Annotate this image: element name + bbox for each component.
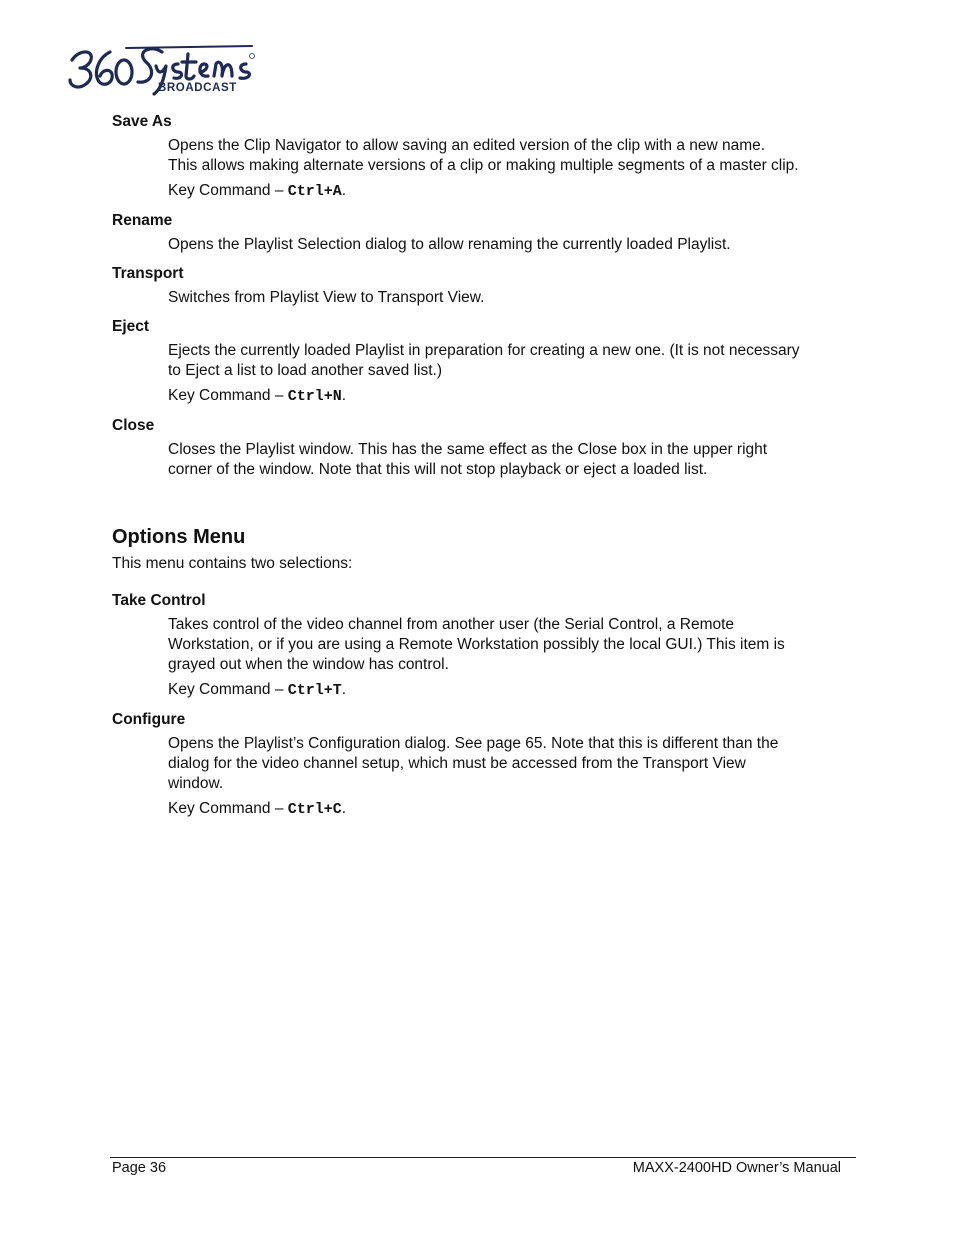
term-rename: Rename	[112, 212, 173, 229]
desc-line: Ejects the currently loaded Playlist in preparation for creating a new one. (It is not necessary	[168, 342, 800, 359]
section-title-options-menu: Options Menu	[112, 526, 246, 548]
term-close: Close	[112, 417, 155, 434]
key-command-keys: Ctrl+A	[287, 183, 342, 200]
desc-line: dialog for the video channel setup, which must be accessed from the Transport View	[168, 755, 746, 772]
key-command	[168, 680, 852, 701]
menu-item-configure	[112, 710, 852, 820]
key-command	[168, 386, 852, 407]
menu-item-close	[112, 416, 852, 480]
desc-line: Opens the Clip Navigator to allow saving an edited version of the clip with a new name.	[168, 137, 766, 154]
desc-line: Switches from Playlist View to Transport View.	[168, 289, 485, 306]
footer-manual-title: MAXX-2400HD Owner’s Manual	[632, 1160, 841, 1176]
desc-rename	[168, 235, 852, 255]
desc-line: Opens the Playlist’s Configuration dialog. See page 65. Note that this is different than the	[168, 735, 779, 752]
key-command-suffix: .	[341, 182, 347, 199]
key-command	[168, 799, 852, 820]
footer-page-number: Page 36	[112, 1160, 167, 1176]
key-command-suffix: .	[341, 800, 347, 817]
key-command-keys: Ctrl+T	[287, 682, 342, 699]
desc-line: corner of the window. Note that this will not stop playback or eject a loaded list.	[168, 461, 708, 478]
logo-brand-word: BROADCAST	[158, 82, 237, 94]
menu-item-take-control	[112, 591, 852, 701]
desc-take-control	[168, 615, 852, 701]
key-command-suffix: .	[341, 387, 347, 404]
section-intro: This menu contains two selections:	[112, 555, 353, 572]
menu-item-eject	[112, 317, 852, 407]
footer-divider	[110, 1157, 856, 1158]
desc-line: window.	[168, 775, 224, 792]
desc-line: Workstation, or if you are using a Remote Workstation possibly the local GUI.) This item is	[168, 636, 785, 653]
term-take-control: Take Control	[112, 592, 206, 609]
key-command-prefix: Key Command –	[168, 387, 288, 404]
term-transport: Transport	[112, 265, 184, 282]
term-eject: Eject	[112, 318, 150, 335]
desc-line: to Eject a list to load another saved list.)	[168, 362, 442, 379]
key-command-prefix: Key Command –	[168, 800, 288, 817]
desc-save-as	[168, 136, 852, 202]
key-command	[168, 181, 852, 202]
key-command-keys: Ctrl+N	[287, 388, 342, 405]
desc-line: Closes the Playlist window. This has the same effect as the Close box in the upper right	[168, 441, 768, 458]
desc-eject	[168, 341, 852, 407]
desc-line: This allows making alternate versions of a clip or making multiple segments of a master clip.	[168, 157, 799, 174]
key-command-keys: Ctrl+C	[287, 801, 342, 818]
menu-item-save-as	[112, 112, 852, 202]
desc-transport	[168, 288, 852, 308]
key-command-suffix: .	[341, 681, 347, 698]
desc-line: grayed out when the window has control.	[168, 656, 449, 673]
page-content	[112, 112, 852, 829]
term-save-as: Save As	[112, 113, 172, 130]
desc-configure	[168, 734, 852, 820]
desc-close	[168, 440, 852, 480]
term-configure: Configure	[112, 711, 186, 728]
desc-line: Takes control of the video channel from another user (the Serial Control, a Remote	[168, 616, 735, 633]
menu-item-rename	[112, 211, 852, 255]
key-command-prefix: Key Command –	[168, 182, 288, 199]
menu-item-transport	[112, 264, 852, 308]
key-command-prefix: Key Command –	[168, 681, 288, 698]
desc-line: Opens the Playlist Selection dialog to allow renaming the currently loaded Playlist.	[168, 236, 731, 253]
